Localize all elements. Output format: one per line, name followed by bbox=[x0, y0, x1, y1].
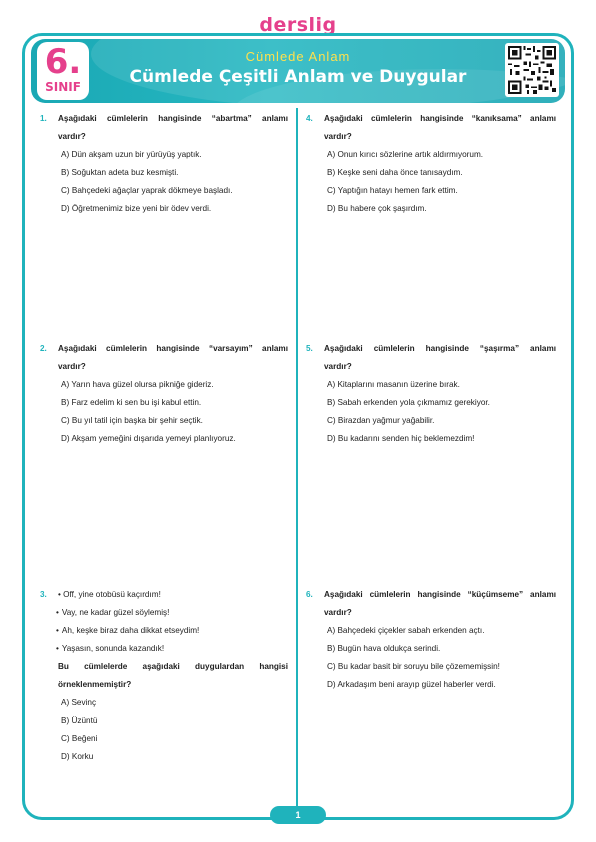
option-b[interactable]: B) Soğuktan adeta buz kesmişti. bbox=[61, 168, 179, 177]
question-1: 1. Aşağıdaki cümlelerin hangisinde “abartma” anlamı vardır? A) Dün akşam uzun bir yürüyüş yaptık. B) Soğuktan adeta buz kesmişti. C) Bahçedeki ağaçlar yaprak dökmeye başladı. D) Öğretmenimiz bize yeni bir ödev verdi. bbox=[40, 110, 288, 218]
option-a[interactable]: A) Dün akşam uzun bir yürüyüş yaptık. bbox=[61, 150, 202, 159]
option-c[interactable]: C) Birazdan yağmur yağabilir. bbox=[327, 416, 435, 425]
option-a[interactable]: A) Bahçedeki çiçekler sabah erkenden açtı. bbox=[327, 626, 485, 635]
option-a[interactable]: A) Kitaplarını masanın üzerine bırak. bbox=[327, 380, 460, 389]
option-b[interactable]: B) Farz edelim ki sen bu işi kabul ettin. bbox=[61, 398, 202, 407]
grade-label: SINIF bbox=[45, 80, 81, 94]
question-5: 5. Aşağıdaki cümlelerin hangisinde “şaşırma” anlamı vardır? A) Kitaplarını masanın üzerine bırak. B) Sabah erkenden yola çıkmamız gerekiyor. C) Birazdan yağmur yağabilir. D) Bu kadarını senden hiç beklemezdim! bbox=[306, 340, 556, 448]
page-title: Cümlede Çeşitli Anlam ve Duygular bbox=[129, 67, 467, 87]
option-b[interactable]: B) Keşke seni daha önce tanısaydım. bbox=[327, 168, 463, 177]
option-c[interactable]: C) Yaptığın hatayı hemen fark ettim. bbox=[327, 186, 458, 195]
option-d[interactable]: D) Akşam yemeğini dışarıda yemeyi planlıyoruz. bbox=[61, 434, 236, 443]
option-b[interactable]: B) Bugün hava oldukça serindi. bbox=[327, 644, 441, 653]
column-divider bbox=[296, 108, 298, 820]
example-sentence: • Ah, keşke biraz daha dikkat etseydim! bbox=[40, 622, 288, 640]
example-sentence: • Yaşasın, sonunda kazandık! bbox=[40, 640, 288, 658]
page-number: 1 bbox=[270, 806, 326, 824]
option-c[interactable]: C) Beğeni bbox=[61, 734, 98, 743]
option-a[interactable]: A) Yarın hava güzel olursa pikniğe gideriz. bbox=[61, 380, 214, 389]
grade-number: 6. bbox=[44, 42, 82, 82]
option-d[interactable]: D) Korku bbox=[61, 752, 94, 761]
question-6: 6. Aşağıdaki cümlelerin hangisinde “küçümseme” anlamı vardır? A) Bahçedeki çiçekler sabah erkenden açtı. B) Bugün hava oldukça serindi. C) Bu kadar basit bir soruyu bile çözememişsin! D) Arkadaşım beni arayıp güzel haberler verdi. bbox=[306, 586, 556, 694]
option-d[interactable]: D) Arkadaşım beni arayıp güzel haberler verdi. bbox=[327, 680, 496, 689]
grade-badge bbox=[37, 42, 89, 100]
option-c[interactable]: C) Bahçedeki ağaçlar yaprak dökmeye başladı. bbox=[61, 186, 233, 195]
question-2: 2. Aşağıdaki cümlelerin hangisinde “varsayım” anlamı vardır? A) Yarın hava güzel olursa pikniğe gideriz. B) Farz edelim ki sen bu işi kabul ettin. C) Bu yıl tatil için başka bir şehir seçtik. D) Akşam yemeğini dışarıda yemeyi planlıyoruz. bbox=[40, 340, 288, 448]
option-a[interactable]: A) Sevinç bbox=[61, 698, 97, 707]
question-3: 3. • Off, yine otobüsü kaçırdım! • Vay, ne kadar güzel söylemiş! • Ah, keşke biraz daha dikkat etseydim! • Yaşasın, sonunda kazandık! Bu cümlelerde aşağıdaki duygulardan hangisi örneklenmemiştir? A) Sevinç B) Üzüntü C) Beğeni D) Korku bbox=[40, 586, 288, 766]
banner-subtitle: Cümlede Anlam bbox=[245, 49, 351, 64]
option-a[interactable]: A) Onun kırıcı sözlerine artık aldırmıyorum. bbox=[327, 150, 484, 159]
option-b[interactable]: B) Sabah erkenden yola çıkmamız gerekiyor. bbox=[327, 398, 490, 407]
option-c[interactable]: C) Bu yıl tatil için başka bir şehir seçtik. bbox=[61, 416, 203, 425]
qr-code-icon[interactable] bbox=[505, 43, 559, 97]
brand-logo: derslig bbox=[259, 14, 337, 36]
option-b[interactable]: B) Üzüntü bbox=[61, 716, 98, 725]
option-c[interactable]: C) Bu kadar basit bir soruyu bile çözememişsin! bbox=[327, 662, 500, 671]
question-4: 4. Aşağıdaki cümlelerin hangisinde “kanıksama” anlamı vardır? A) Onun kırıcı sözlerine artık aldırmıyorum. B) Keşke seni daha önce tanısaydım. C) Yaptığın hatayı hemen fark ettim. D) Bu habere çok şaşırdım. bbox=[306, 110, 556, 218]
option-d[interactable]: D) Öğretmenimiz bize yeni bir ödev verdi. bbox=[61, 204, 212, 213]
example-sentence: • Vay, ne kadar güzel söylemiş! bbox=[40, 604, 288, 622]
option-d[interactable]: D) Bu habere çok şaşırdım. bbox=[327, 204, 427, 213]
option-d[interactable]: D) Bu kadarını senden hiç beklemezdim! bbox=[327, 434, 475, 443]
